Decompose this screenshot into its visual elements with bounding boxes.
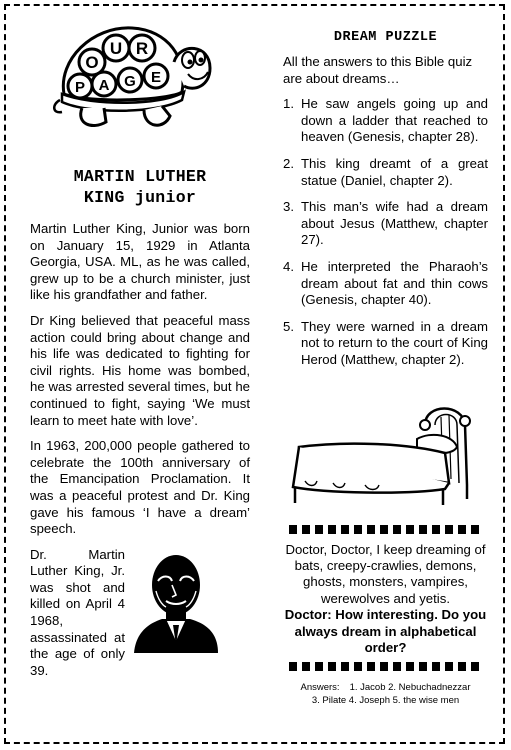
bed-illustration-icon	[285, 395, 475, 510]
quiz-item	[283, 199, 488, 249]
article-title-line2: KING junior	[83, 188, 197, 207]
our-page-logo	[52, 20, 212, 138]
logo-letter: U	[109, 39, 123, 58]
quiz-item	[283, 259, 488, 309]
quiz-number: 5.	[283, 318, 294, 334]
quiz-item	[283, 319, 488, 369]
joke-question: Doctor, Doctor, I keep dreaming of bats, creepy-crawlies, demons, ghosts, monsters, vampires, werewolves and yetis.	[285, 541, 486, 606]
quiz-number: 3.	[283, 199, 294, 215]
article-title	[30, 166, 250, 208]
article-paragraph: Dr King believed that peaceful mass action could bring about change and his life was dedicated to fighting for civil rights. His home was bombed, he was arrested several times, but he continued to fight, saying ‘We must learn to meet hate with love’.	[30, 312, 250, 428]
joke	[283, 542, 488, 657]
quiz-number: 4.	[283, 258, 294, 274]
joke-answer: Doctor: How interesting. Do you always dream in alphabetical order?	[284, 607, 487, 655]
logo-letter: R	[135, 39, 149, 58]
answers-block	[283, 681, 488, 707]
puzzle-title: DREAM PUZZLE	[333, 30, 438, 45]
quiz-item	[283, 96, 488, 146]
article-title-line1: MARTIN LUTHER	[73, 167, 207, 186]
left-column	[30, 20, 250, 677]
logo-letter: P	[74, 79, 86, 96]
right-column	[283, 30, 488, 707]
article-paragraph: In 1963, 200,000 people gathered to celebrate the 100th anniversary of the Emancipation Proclamation. It was a peaceful protest and Dr. King gave his famous ‘I have a dream’ speech.	[30, 438, 250, 537]
quiz-text: He saw angels going up and down a ladder that reached to heaven (Genesis, chapter 28).	[301, 96, 488, 145]
logo-letter: G	[124, 73, 136, 90]
answers-line2: 3. Pilate 4. Joseph 5. the wise men	[311, 695, 460, 707]
article-closing-block	[30, 547, 250, 677]
mlk-portrait-icon	[132, 551, 220, 653]
quiz-text: He interpreted the Pharaoh’s dream about fat and thin cows (Genesis, chapter 40).	[301, 258, 488, 308]
answers-label: Answers:	[300, 682, 340, 694]
quiz-list	[283, 96, 488, 368]
article-closing-text: Dr. Martin Luther King, Jr. was shot and killed on April 4 1968, assassinated at the age of only 39.	[30, 546, 125, 678]
quiz-number: 2.	[283, 155, 294, 171]
article-paragraph: Martin Luther King, Junior was born on January 15, 1929 in Atlanta Georgia, USA. ML, as he was called, grew up to be a church minister, just like his grandfather and father.	[30, 221, 250, 303]
logo-letter: E	[150, 69, 162, 86]
quiz-text: This king dreamt of a great statue (Daniel, chapter 2).	[301, 155, 488, 188]
logo-letter: O	[85, 53, 99, 72]
quiz-text: They were warned in a dream not to return to the court of King Herod (Matthew, chapter 2).	[301, 318, 488, 367]
quiz-text: This man’s wife had a dream about Jesus (Matthew, chapter 27).	[301, 199, 488, 248]
logo-letter: A	[98, 77, 110, 94]
puzzle-intro: All the answers to this Bible quiz are about dreams…	[283, 54, 473, 86]
answers-line1: 1. Jacob 2. Nebuchadnezzar	[349, 682, 471, 694]
turtle-logo-icon	[52, 20, 212, 138]
divider-bottom	[289, 662, 479, 671]
quiz-number: 1.	[283, 96, 294, 112]
divider-top	[289, 525, 479, 534]
quiz-item	[283, 156, 488, 189]
